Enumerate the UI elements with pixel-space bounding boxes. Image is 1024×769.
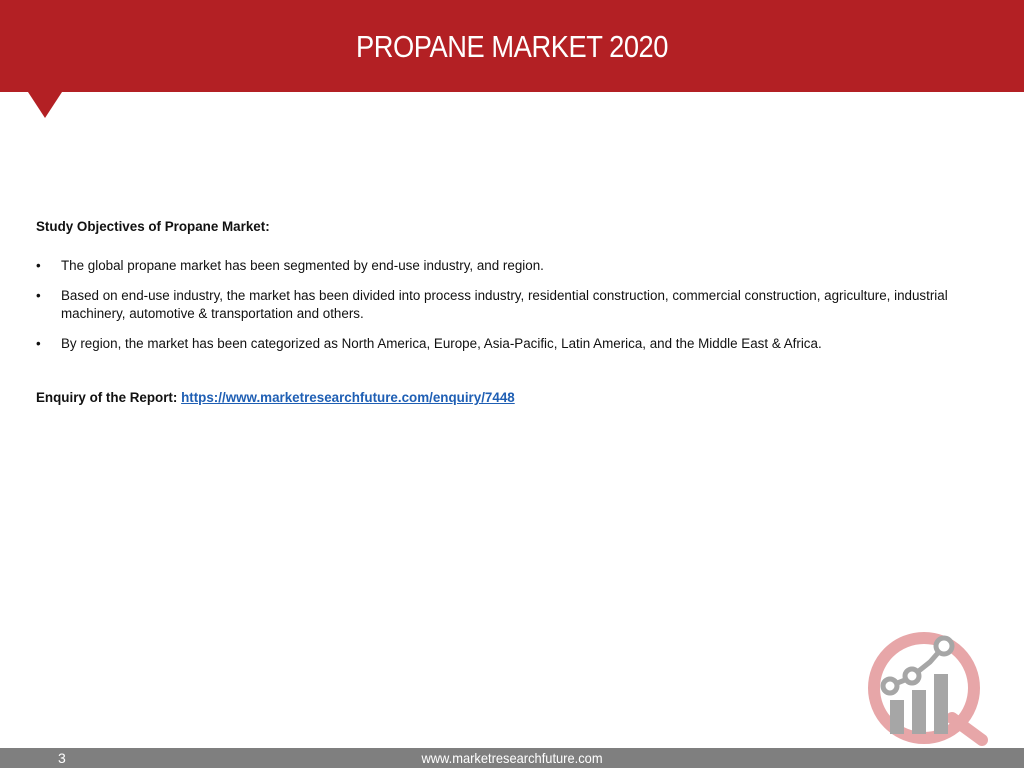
enquiry-link[interactable]: https://www.marketresearchfuture.com/enquiry/7448 xyxy=(181,390,515,405)
bullet-icon: • xyxy=(36,288,41,303)
page-title: PROPANE MARKET 2020 xyxy=(355,29,669,64)
bullet-text: By region, the market has been categorized as North America, Europe, Asia-Pacific, Latin America, and the Middle East & Africa. xyxy=(61,336,822,351)
list-item xyxy=(36,335,976,353)
bullet-text: The global propane market has been segmented by end-use industry, and region. xyxy=(61,258,544,273)
content-body xyxy=(36,218,976,407)
footer-url: www.marketresearchfuture.com xyxy=(421,750,603,766)
bullet-list xyxy=(36,257,976,353)
enquiry-line xyxy=(36,389,976,407)
header-bar xyxy=(0,0,1024,92)
list-item xyxy=(36,287,976,323)
header-pointer xyxy=(28,92,62,118)
list-item xyxy=(36,257,976,275)
bullet-icon: • xyxy=(36,258,41,273)
enquiry-label: Enquiry of the Report: xyxy=(36,390,178,405)
footer-bar xyxy=(0,748,1024,768)
page-number: 3 xyxy=(58,750,66,766)
magnifier-chart-icon xyxy=(860,628,996,746)
bullet-text: Based on end-use industry, the market has been divided into process industry, residential construction, commercial construction, agriculture, industrial machinery, automotive & transportation and others. xyxy=(61,288,948,321)
section-heading: Study Objectives of Propane Market: xyxy=(36,219,270,234)
bullet-icon: • xyxy=(36,336,41,351)
